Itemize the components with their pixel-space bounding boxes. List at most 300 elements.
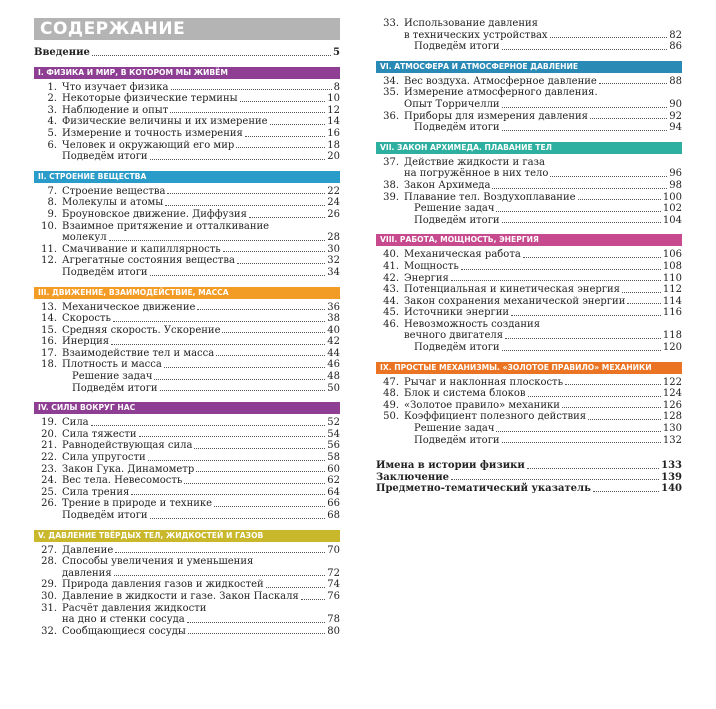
- toc-item[interactable]: [376, 157, 682, 169]
- item-number: 32.: [41, 625, 57, 637]
- item-number: 27.: [41, 544, 57, 556]
- leader-dots: [91, 425, 326, 426]
- section-1: [34, 67, 340, 163]
- leader-dots: [301, 599, 326, 600]
- item-title: Приборы для измерения давления: [404, 110, 588, 122]
- item-title: Потенциальная и кинетическая энергия: [404, 284, 620, 296]
- toc-item[interactable]: [376, 342, 682, 354]
- toc-item[interactable]: [376, 41, 682, 53]
- item-title: «Золотое правило» механики: [404, 399, 560, 411]
- toc-item[interactable]: [376, 18, 682, 30]
- section-6-heading: VI. АТМОСФЕРА И АТМОСФЕРНОЕ ДАВЛЕНИЕ: [376, 61, 682, 73]
- toc-intro-label: Введение: [34, 47, 90, 58]
- item-page: 124: [662, 388, 682, 400]
- item-page: 112: [662, 284, 682, 296]
- leader-dots: [111, 344, 325, 345]
- toc-item[interactable]: [34, 197, 340, 209]
- toc-item[interactable]: [34, 325, 340, 337]
- item-number: 21.: [41, 440, 57, 452]
- back-matter: [376, 460, 682, 495]
- item-page: 46: [327, 359, 340, 371]
- section-9: [376, 362, 682, 447]
- toc-item[interactable]: [376, 284, 682, 296]
- leader-dots: [92, 55, 331, 56]
- leader-dots: [502, 350, 661, 351]
- item-page: 68: [327, 510, 340, 521]
- section-1-heading: I. ФИЗИКА И МИР, В КОТОРОМ МЫ ЖИВЁМ: [34, 67, 340, 79]
- item-page: 38: [327, 313, 340, 325]
- item-number: 40.: [383, 249, 399, 261]
- item-title: Трение в природе и технике: [62, 498, 213, 510]
- toc-intro[interactable]: [34, 47, 340, 59]
- section-4: [34, 402, 340, 521]
- toc-item[interactable]: [376, 411, 682, 423]
- item-number: 11.: [41, 243, 57, 255]
- toc-item-continuation[interactable]: [376, 330, 682, 342]
- toc-item[interactable]: [34, 255, 340, 267]
- item-number: 14.: [41, 313, 57, 325]
- item-title: Плавание тел. Воздухоплавание: [404, 191, 576, 203]
- section-9-heading: IX. ПРОСТЫЕ МЕХАНИЗМЫ. «ЗОЛОТОЕ ПРАВИЛО» МЕХАНИКИ: [376, 362, 682, 374]
- item-number: 16.: [41, 336, 57, 348]
- toc-item[interactable]: [34, 579, 340, 591]
- item-page: 132: [662, 434, 682, 446]
- leader-dots: [562, 407, 661, 408]
- toc-item[interactable]: [34, 487, 340, 499]
- item-title: Вес воздуха. Атмосферное давление: [404, 75, 597, 87]
- item-title-continued: Опыт Торричелли: [404, 98, 500, 110]
- toc-item[interactable]: [34, 186, 340, 198]
- toc-item[interactable]: [34, 221, 340, 233]
- item-page: 118: [662, 330, 682, 342]
- item-page: 126: [662, 399, 682, 411]
- item-title-continued: в технических устройствах: [404, 29, 548, 41]
- item-page: 82: [669, 29, 682, 41]
- leader-dots: [528, 396, 661, 397]
- leader-dots: [131, 494, 325, 495]
- item-title: Подведём итоги: [414, 122, 500, 134]
- toc-item-continuation[interactable]: [376, 168, 682, 180]
- item-page: 36: [327, 301, 340, 313]
- toc-item[interactable]: [34, 348, 340, 360]
- leader-dots: [502, 222, 661, 223]
- item-number: 3.: [47, 104, 57, 116]
- leader-dots: [150, 159, 326, 160]
- item-page: 22: [327, 185, 340, 197]
- leader-dots: [502, 49, 668, 50]
- leader-dots: [590, 118, 667, 119]
- item-page: 108: [662, 260, 682, 272]
- toc-item[interactable]: [34, 498, 340, 510]
- leader-dots: [154, 379, 325, 380]
- leader-dots: [167, 193, 325, 194]
- item-page: 14: [327, 116, 340, 128]
- toc-item[interactable]: [34, 464, 340, 476]
- item-title: Подведём итоги: [62, 266, 148, 278]
- item-number: 41.: [383, 260, 399, 272]
- item-title: Механическое движение: [62, 301, 196, 313]
- toc-item-continuation[interactable]: [34, 568, 340, 580]
- item-page: 24: [327, 197, 340, 209]
- item-number: 25.: [41, 486, 57, 498]
- item-number: 23.: [41, 463, 57, 475]
- item-page: 52: [327, 417, 340, 429]
- toc-item[interactable]: [376, 400, 682, 412]
- item-title: Мощность: [404, 260, 459, 272]
- toc-item[interactable]: [34, 105, 340, 117]
- item-number: 1.: [47, 81, 57, 93]
- item-title: Сила упругости: [62, 452, 146, 464]
- item-page: 90: [669, 98, 682, 110]
- section-5: [34, 530, 340, 638]
- toc-item[interactable]: [34, 371, 340, 383]
- leader-dots: [113, 321, 325, 322]
- item-title: Измерение и точность измерения: [62, 127, 243, 139]
- item-page: 133: [661, 460, 682, 472]
- item-number: 37.: [383, 156, 399, 168]
- leader-dots: [599, 83, 667, 84]
- item-title: Сила тяжести: [62, 428, 137, 440]
- toc-item[interactable]: [376, 388, 682, 400]
- item-page: 116: [662, 307, 682, 319]
- toc-item[interactable]: [34, 313, 340, 325]
- item-number: 47.: [383, 376, 399, 388]
- leader-dots: [622, 292, 661, 293]
- item-page: 139: [661, 471, 682, 483]
- item-page: 58: [327, 452, 340, 464]
- leader-dots: [160, 390, 326, 391]
- item-number: 9.: [47, 208, 57, 220]
- item-page: 114: [662, 295, 682, 307]
- item-number: 46.: [383, 318, 399, 330]
- item-page: 122: [662, 376, 682, 388]
- right-column: [376, 0, 682, 495]
- leader-dots: [197, 309, 325, 310]
- item-title: Равнодействующая сила: [62, 440, 193, 452]
- item-number: 36.: [383, 110, 399, 122]
- item-title: Энергия: [404, 272, 449, 284]
- toc-item[interactable]: [34, 626, 340, 638]
- leader-dots: [627, 303, 661, 304]
- leader-dots: [451, 479, 659, 480]
- leader-dots: [502, 107, 668, 108]
- item-title: Использование давления: [404, 18, 538, 29]
- leader-dots: [527, 468, 659, 469]
- item-title: Блок и система блоков: [404, 388, 526, 400]
- section-2-heading: II. СТРОЕНИЕ ВЕЩЕСТВА: [34, 171, 340, 183]
- leader-dots: [109, 240, 326, 241]
- item-number: 22.: [41, 452, 57, 464]
- item-title: Броуновское движение. Диффузия: [62, 208, 247, 220]
- item-title-continued: вечного двигателя: [404, 330, 504, 342]
- toc-item[interactable]: [34, 93, 340, 105]
- item-page: 18: [327, 139, 340, 151]
- item-number: 49.: [383, 399, 399, 411]
- item-page: 80: [327, 625, 340, 637]
- item-page: 130: [662, 423, 682, 435]
- toc-item[interactable]: [376, 122, 682, 134]
- item-title: Наблюдение и опыт: [62, 104, 169, 116]
- toc-item[interactable]: [34, 545, 340, 557]
- leader-dots: [214, 506, 325, 507]
- item-number: 43.: [383, 284, 399, 296]
- item-title: Закон Гука. Динамометр: [62, 463, 195, 475]
- toc-item[interactable]: [34, 510, 340, 522]
- leader-dots: [451, 280, 661, 281]
- toc-item[interactable]: [376, 273, 682, 285]
- item-title: Человек и окружающий его мир: [62, 139, 235, 151]
- item-number: 8.: [47, 197, 57, 209]
- item-page: 50: [327, 382, 340, 394]
- section-5-heading: V. ДАВЛЕНИЕ ТВЁРДЫХ ТЕЛ, ЖИДКОСТЕЙ И ГАЗОВ: [34, 530, 340, 542]
- item-title-continued: на погружённое в них тело: [404, 168, 549, 180]
- item-number: 4.: [47, 116, 57, 128]
- leader-dots: [240, 101, 326, 102]
- toc-item[interactable]: [376, 111, 682, 123]
- leader-dots: [216, 355, 325, 356]
- toc-item[interactable]: [376, 192, 682, 204]
- item-title: Смачивание и капиллярность: [62, 243, 221, 255]
- item-title: Коэффициент полезного действия: [404, 411, 587, 423]
- item-page: 96: [669, 168, 682, 180]
- item-page: 56: [327, 440, 340, 452]
- item-page: 42: [327, 336, 340, 348]
- item-title: Средняя скорость. Ускорение: [62, 324, 221, 336]
- item-number: 15.: [41, 324, 57, 336]
- item-page: 10: [327, 93, 340, 105]
- item-number: 45.: [383, 307, 399, 319]
- item-title: Подведём итоги: [414, 434, 500, 446]
- toc-item[interactable]: [376, 423, 682, 435]
- item-number: 48.: [383, 388, 399, 400]
- item-number: 42.: [383, 272, 399, 284]
- toc-item-continuation[interactable]: [376, 99, 682, 111]
- toc-item[interactable]: [376, 203, 682, 215]
- toc-item-continuation[interactable]: [376, 30, 682, 42]
- leader-dots: [266, 587, 326, 588]
- leader-dots: [505, 338, 661, 339]
- section-7: [376, 142, 682, 227]
- toc-item[interactable]: [34, 440, 340, 452]
- item-title: Механическая работа: [404, 249, 521, 261]
- item-page: 98: [669, 179, 682, 191]
- item-number: 10.: [41, 220, 57, 232]
- item-title: Сообщающиеся сосуды: [62, 625, 186, 637]
- item-title: Способы увеличения и уменьшения: [62, 556, 254, 568]
- item-page: 74: [327, 579, 340, 591]
- toc-item[interactable]: [34, 417, 340, 429]
- item-page: 60: [327, 463, 340, 475]
- toc-item[interactable]: [376, 296, 682, 308]
- leader-dots: [502, 442, 661, 443]
- leader-dots: [223, 251, 326, 252]
- leader-dots: [139, 436, 326, 437]
- leader-dots: [114, 575, 326, 576]
- toc-item[interactable]: [34, 302, 340, 314]
- toc-item[interactable]: [34, 82, 340, 94]
- item-number: 7.: [47, 185, 57, 197]
- item-title: Взаимодействие тел и масса: [62, 347, 215, 359]
- item-title: Подведём итоги: [414, 342, 500, 354]
- section-7-heading: VII. ЗАКОН АРХИМЕДА. ПЛАВАНИЕ ТЕЛ: [376, 142, 682, 154]
- item-title: Расчёт давления жидкости: [62, 602, 207, 614]
- leader-dots: [150, 275, 326, 276]
- leader-dots: [270, 124, 326, 125]
- leader-dots: [578, 199, 661, 200]
- item-number: 19.: [41, 417, 57, 429]
- leader-dots: [245, 136, 325, 137]
- item-page: 102: [662, 203, 682, 215]
- leader-dots: [237, 263, 325, 264]
- item-title: Подведём итоги: [62, 151, 148, 163]
- item-page: 8: [333, 81, 340, 93]
- toc-item[interactable]: [376, 435, 682, 447]
- item-title-continued: давления: [62, 567, 112, 579]
- section-8: [376, 234, 682, 353]
- item-page: 120: [662, 342, 682, 354]
- item-page: 100: [662, 191, 682, 203]
- toc-back-item[interactable]: [376, 483, 682, 495]
- item-page: 88: [669, 75, 682, 87]
- leader-dots: [461, 269, 661, 270]
- toc-item[interactable]: [34, 244, 340, 256]
- toc-item[interactable]: [34, 267, 340, 279]
- section-8-heading: VIII. РАБОТА, МОЩНОСТЬ, ЭНЕРГИЯ: [376, 234, 682, 246]
- section-4-heading: IV. СИЛЫ ВОКРУГ НАС: [34, 402, 340, 414]
- item-title: Скорость: [62, 313, 111, 325]
- leader-dots: [550, 37, 668, 38]
- leader-dots: [492, 188, 667, 189]
- left-column: [34, 0, 340, 637]
- item-page: 44: [327, 347, 340, 359]
- item-title: Имена в истории физики: [376, 460, 525, 472]
- item-title: Рычаг и наклонная плоскость: [404, 376, 564, 388]
- item-page: 16: [327, 127, 340, 139]
- leader-dots: [164, 367, 325, 368]
- toc-item[interactable]: [376, 319, 682, 331]
- toc-item[interactable]: [34, 128, 340, 140]
- item-page: 76: [327, 590, 340, 602]
- toc-item[interactable]: [34, 475, 340, 487]
- item-page: 32: [327, 255, 340, 267]
- item-title: Решение задач: [72, 371, 153, 383]
- leader-dots: [565, 384, 661, 385]
- item-number: 5.: [47, 127, 57, 139]
- item-page: 62: [327, 475, 340, 487]
- toc-item[interactable]: [34, 209, 340, 221]
- leader-dots: [150, 518, 326, 519]
- toc-item[interactable]: [34, 116, 340, 128]
- item-page: 20: [327, 151, 340, 163]
- item-title: Физические величины и их измерение: [62, 116, 268, 128]
- leader-dots: [196, 471, 325, 472]
- item-number: 20.: [41, 428, 57, 440]
- item-title: Предметно-тематический указатель: [376, 483, 591, 495]
- item-number: 18.: [41, 359, 57, 371]
- toc-item[interactable]: [34, 140, 340, 152]
- toc-item[interactable]: [34, 359, 340, 371]
- item-number: 44.: [383, 295, 399, 307]
- item-number: 13.: [41, 301, 57, 313]
- item-page: 106: [662, 249, 682, 261]
- leader-dots: [502, 130, 668, 131]
- toc-item[interactable]: [34, 151, 340, 163]
- toc-back-item[interactable]: [376, 460, 682, 472]
- toc-item[interactable]: [34, 383, 340, 395]
- item-page: 66: [327, 498, 340, 510]
- item-number: 35.: [383, 87, 399, 99]
- item-number: 17.: [41, 347, 57, 359]
- item-title: Измерение атмосферного давления.: [404, 87, 598, 99]
- leader-dots: [236, 147, 325, 148]
- leader-dots: [550, 176, 667, 177]
- item-page: 30: [327, 243, 340, 255]
- leader-dots: [165, 205, 325, 206]
- item-page: 54: [327, 428, 340, 440]
- toc-item[interactable]: [376, 215, 682, 227]
- item-number: 39.: [383, 191, 399, 203]
- toc-item[interactable]: [376, 307, 682, 319]
- toc-item-continuation[interactable]: [34, 614, 340, 626]
- toc-item[interactable]: [376, 261, 682, 273]
- item-page: 72: [327, 567, 340, 579]
- toc-item-continuation[interactable]: [34, 232, 340, 244]
- item-title: Источники энергии: [404, 307, 510, 319]
- item-number: 24.: [41, 475, 57, 487]
- toc-intro-page: 5: [333, 47, 340, 58]
- leader-dots: [496, 211, 660, 212]
- item-title: Природа давления газов и жидкостей: [62, 579, 264, 591]
- leader-dots: [249, 217, 325, 218]
- item-page: 70: [327, 544, 340, 556]
- item-title: Инерция: [62, 336, 110, 348]
- item-title: Подведём итоги: [414, 41, 500, 53]
- toc-back-item[interactable]: [376, 472, 682, 484]
- toc-item[interactable]: [34, 591, 340, 603]
- leader-dots: [187, 622, 326, 623]
- leader-dots: [511, 315, 661, 316]
- page-title: СОДЕРЖАНИЕ: [34, 18, 340, 40]
- section-3: [34, 287, 340, 395]
- item-title: Сила трения: [62, 486, 130, 498]
- item-page: 140: [661, 483, 682, 495]
- toc-item[interactable]: [34, 452, 340, 464]
- item-title: Строение вещества: [62, 185, 166, 197]
- toc-item[interactable]: [376, 87, 682, 99]
- item-page: 48: [327, 371, 340, 383]
- leader-dots: [188, 633, 325, 634]
- item-title: Решение задач: [414, 423, 495, 435]
- toc-item[interactable]: [376, 76, 682, 88]
- item-page: 64: [327, 486, 340, 498]
- item-title: Что изучает физика: [62, 81, 169, 93]
- item-title: Давление в жидкости и газе. Закон Паскаля: [62, 590, 299, 602]
- item-number: 12.: [41, 255, 57, 267]
- item-number: 34.: [383, 75, 399, 87]
- toc-item[interactable]: [376, 180, 682, 192]
- toc-item[interactable]: [34, 336, 340, 348]
- item-title: Плотность и масса: [62, 359, 162, 371]
- toc-item[interactable]: [34, 429, 340, 441]
- toc-item[interactable]: [34, 556, 340, 568]
- item-number: 38.: [383, 179, 399, 191]
- toc-item[interactable]: [34, 603, 340, 615]
- item-number: 29.: [41, 579, 57, 591]
- toc-item[interactable]: [376, 377, 682, 389]
- leader-dots: [170, 112, 325, 113]
- item-title: Давление: [62, 544, 114, 556]
- toc-item[interactable]: [376, 249, 682, 261]
